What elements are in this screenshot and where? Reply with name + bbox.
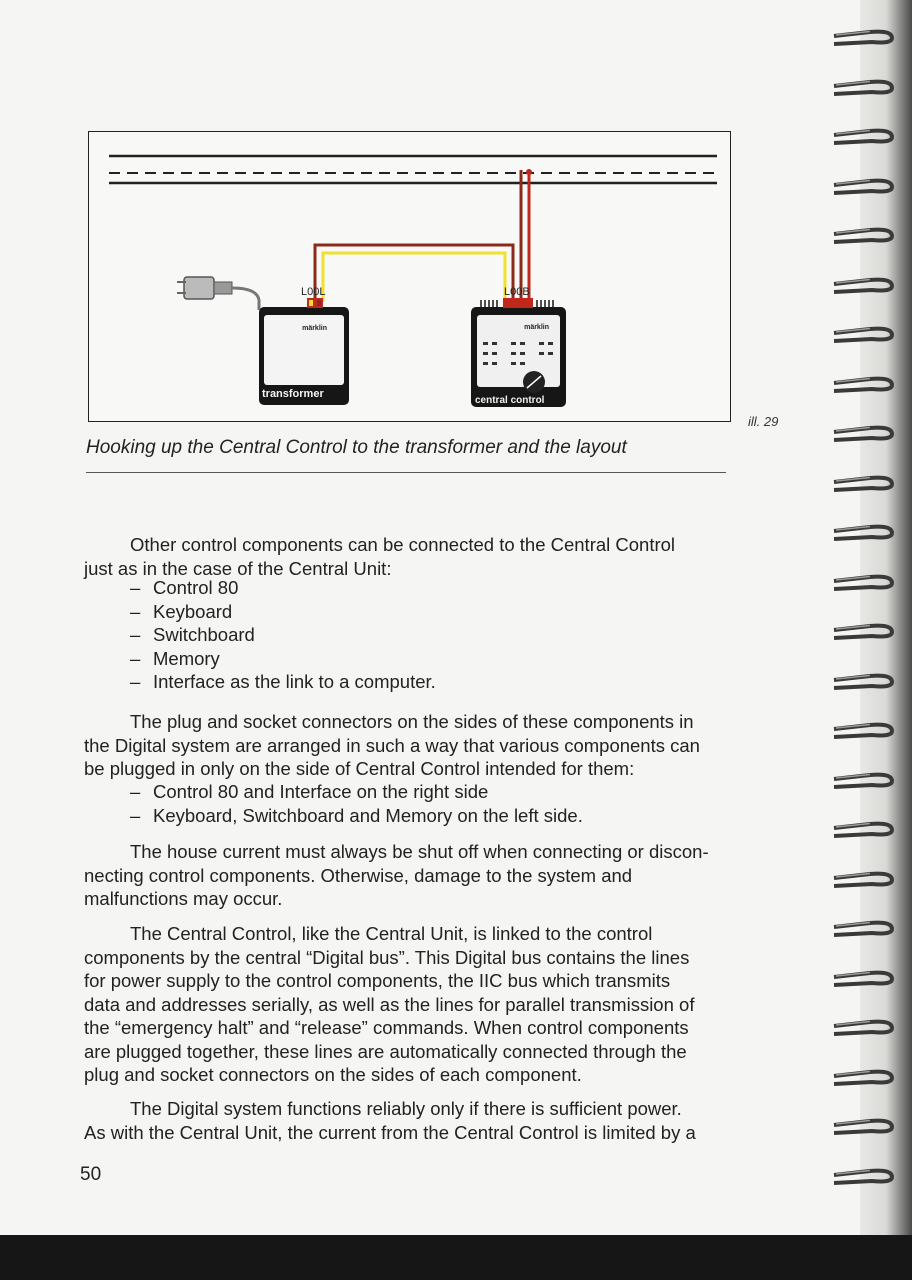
- transformer-device: [259, 298, 349, 405]
- transformer-port-label: L00L: [301, 286, 326, 298]
- paragraph-line: plug and socket connectors on the sides of each component.: [84, 1064, 582, 1085]
- list-item: – Keyboard: [130, 600, 233, 622]
- illustration-box: [88, 131, 731, 422]
- spiral-loop: [832, 1117, 894, 1137]
- transformer-brand-logo: märklin: [302, 325, 327, 332]
- component-list: [130, 576, 730, 694]
- paragraph-line: The Digital system functions reliably only if there is sufficient power.: [130, 1098, 682, 1119]
- spiral-loop: [832, 919, 894, 939]
- list-item: – Interface as the link to a computer.: [130, 671, 436, 692]
- spiral-loop: [832, 375, 894, 395]
- spiral-loop: [832, 28, 894, 48]
- page-bottom-shadow: [0, 1235, 912, 1280]
- spiral-loop: [832, 969, 894, 989]
- paragraph-3: [84, 840, 734, 911]
- spiral-loop: [832, 325, 894, 345]
- paragraph-line: for power supply to the control components, the IIC bus which transmits: [84, 970, 671, 991]
- list-item: – Memory: [130, 647, 220, 669]
- paragraph-line: are plugged together, these lines are automatically connected through the: [84, 1040, 687, 1062]
- spiral-loop: [832, 276, 894, 296]
- spiral-loop: [832, 622, 894, 642]
- spiral-loop: [832, 820, 894, 840]
- transformer-name: transformer: [262, 388, 324, 400]
- paragraph-4: [84, 922, 734, 1087]
- control-port-label: L00B: [504, 286, 530, 298]
- list-item: – Control 80 and Interface on the right side: [130, 781, 489, 802]
- paragraph-1: [84, 533, 734, 580]
- spiral-loop: [832, 672, 894, 692]
- spiral-loop: [832, 573, 894, 593]
- spiral-loop: [832, 226, 894, 246]
- paragraph-line: The house current must always be shut off when connecting or discon-: [130, 841, 709, 862]
- figure-caption: Hooking up the Central Control to the transformer and the layout: [86, 437, 627, 458]
- paragraph-5: [84, 1097, 734, 1144]
- track-feed-contact: [526, 169, 532, 175]
- illustration-number: ill. 29: [748, 414, 779, 429]
- spiral-loop: [832, 1068, 894, 1088]
- paragraph-line: The Central Control, like the Central Unit, is linked to the control: [130, 923, 653, 944]
- central-control-device: [471, 298, 566, 407]
- paragraph-line: As with the Central Unit, the current from the Central Control is limited by a: [84, 1121, 696, 1143]
- paragraph-line: be plugged in only on the side of Central Control intended for them:: [84, 758, 635, 779]
- list-item: – Keyboard, Switchboard and Memory on the left side.: [130, 804, 583, 826]
- power-plug-icon: [177, 277, 259, 310]
- paragraph-line: data and addresses serially, as well as the lines for parallel transmission of: [84, 993, 695, 1015]
- list-item: – Switchboard: [130, 624, 255, 645]
- spiral-loop: [832, 424, 894, 444]
- spiral-loop: [832, 1167, 894, 1187]
- paragraph-line: malfunctions may occur.: [84, 888, 283, 909]
- control-name: central control: [475, 395, 545, 406]
- paragraph-2: [84, 710, 734, 781]
- paragraph-line: the “emergency halt” and “release” commands. When control components: [84, 1017, 689, 1038]
- paragraph-line: Other control components can be connected to the Central Control: [130, 534, 676, 555]
- list-item: – Control 80: [130, 577, 239, 598]
- wiring-diagram: [89, 132, 732, 423]
- spiral-loop: [832, 771, 894, 791]
- spiral-loop: [832, 870, 894, 890]
- spiral-loop: [832, 177, 894, 197]
- paragraph-line: just as in the case of the Central Unit:: [84, 557, 392, 579]
- spiral-loop: [832, 523, 894, 543]
- page-number: 50: [80, 1164, 102, 1185]
- connector-side-list: [130, 780, 730, 827]
- transformer-wire-yellow: [323, 253, 505, 302]
- control-brand-logo: märklin: [524, 324, 549, 331]
- spiral-loop: [832, 1018, 894, 1038]
- caption-divider: [86, 472, 726, 473]
- spiral-loop: [832, 721, 894, 741]
- spiral-loop: [832, 127, 894, 147]
- spiral-loop: [832, 474, 894, 494]
- paragraph-line: the Digital system are arranged in such a way that various components can: [84, 734, 700, 756]
- paragraph-line: necting control components. Otherwise, damage to the system and: [84, 864, 633, 886]
- paragraph-line: The plug and socket connectors on the sides of these components in: [130, 711, 694, 732]
- paragraph-line: components by the central “Digital bus”. This Digital bus contains the lines: [84, 946, 690, 968]
- spiral-loop: [832, 78, 894, 98]
